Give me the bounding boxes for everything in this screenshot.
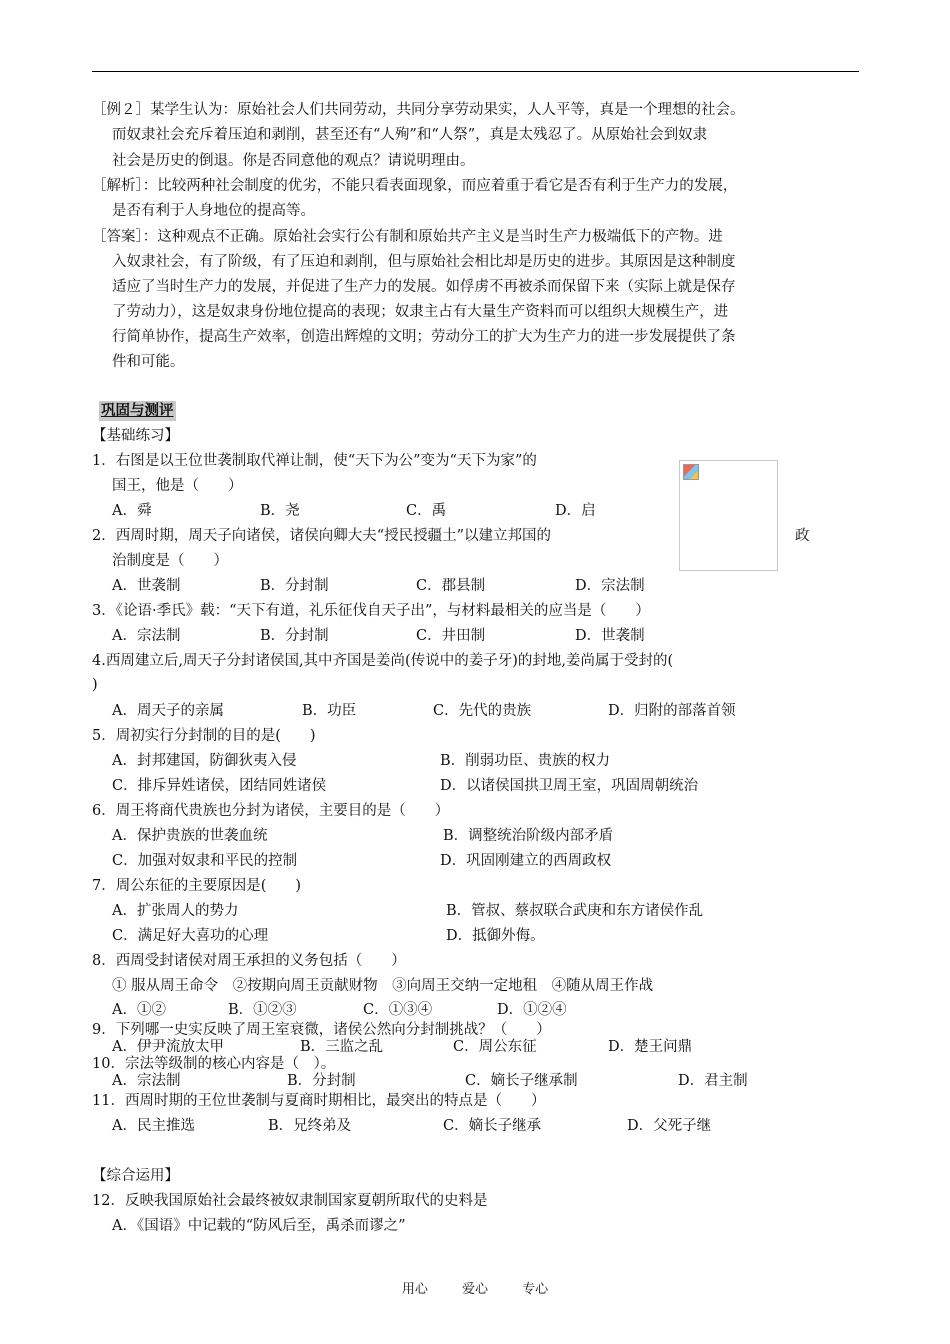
q7-option-c: C．满足好大喜功的心理 — [112, 928, 269, 944]
q10-stem: 10．宗法等级制的核心内容是（ ）。 — [92, 1056, 336, 1072]
q8-option-b: B．①②③ — [228, 1002, 297, 1018]
q2-stem-tail: 政 — [795, 528, 810, 544]
answer-line-6: 件和可能。 — [112, 354, 185, 370]
q6-option-c: C．加强对奴隶和平民的控制 — [112, 853, 298, 869]
q2-stem: 2．西周时期，周天子向诸侯，诸侯向卿大夫“授民授疆土”以建立邦国的 — [92, 528, 552, 544]
answer-line-3: 适应了当时生产力的发展，并促进了生产力的发展。如俘虏不再被杀而保留下来（实际上就是保存 — [112, 279, 736, 295]
q5-option-b: B．削弱功臣、贵族的权力 — [440, 753, 611, 769]
q6-option-a: A．保护贵族的世袭血统 — [112, 828, 268, 844]
q12-stem: 12．反映我国原始社会最终被奴隶制国家夏朝所取代的史料是 — [92, 1193, 488, 1209]
q6-option-b: B．调整统治阶级内部矛盾 — [443, 828, 614, 844]
q3-option-a: A．宗法制 — [112, 628, 181, 644]
q1-option-b: B．尧 — [260, 503, 300, 519]
q11-option-a: A．民主推选 — [112, 1118, 195, 1134]
q4-stem-2: ) — [92, 677, 98, 693]
q4-option-a: A．周天子的亲属 — [112, 703, 224, 719]
q1-option-a: A．舜 — [112, 503, 152, 519]
answer-line-1: ［答案］：这种观点不正确。原始社会实行公有制和原始共产主义是当时生产力极端低下的产物。进 — [92, 229, 723, 245]
q8-option-c: C．①③④ — [363, 1002, 433, 1018]
q1-stem-2: 国王，他是（ ） — [112, 478, 243, 494]
q6-option-d: D．巩固刚建立的西周政权 — [440, 853, 612, 869]
q4-option-b: B．功臣 — [302, 703, 357, 719]
q2-option-a: A．世袭制 — [112, 578, 181, 594]
q4-stem: 4.西周建立后,周天子分封诸侯国,其中齐国是姜尚(传说中的姜子牙)的封地,姜尚属于受封的( — [92, 653, 674, 669]
q5-option-a: A．封邦建国，防御狄夷入侵 — [112, 753, 297, 769]
example-line-1: ［例２］某学生认为：原始社会人们共同劳动，共同分享劳动果实，人人平等，真是一个理想的社会。 — [92, 102, 745, 118]
q2-option-c: C．郡县制 — [416, 578, 486, 594]
footer-text-1: 用心 — [401, 1282, 428, 1297]
q9-option-c: C．周公东征 — [453, 1039, 537, 1055]
q11-stem: 11．西周时期的王位世袭制与夏商时期相比，最突出的特点是（ ） — [92, 1093, 546, 1109]
q8-items: ① 服从周王命令 ②按期向周王贡献财物 ③向周王交纳一定地租 ④随从周王作战 — [112, 978, 654, 994]
q10-option-d: D．君主制 — [678, 1073, 748, 1089]
broken-image-icon — [683, 464, 699, 480]
footer-text-3: 专心 — [522, 1282, 549, 1297]
q8-stem: 8．西周受封诸侯对周王承担的义务包括（ ） — [92, 953, 406, 969]
q4-option-d: D．归附的部落首领 — [608, 703, 736, 719]
figure-image — [679, 460, 778, 571]
footer-text-2: 爱心 — [461, 1282, 488, 1297]
q9-option-d: D．楚王问鼎 — [608, 1039, 693, 1055]
q12-option-a: A．《国语》中记载的“防风后至，禹杀而谬之” — [112, 1218, 406, 1234]
q3-option-b: B．分封制 — [260, 628, 329, 644]
q4-option-c: C．先代的贵族 — [433, 703, 532, 719]
q11-option-d: D．父死子继 — [627, 1118, 712, 1134]
q7-option-d: D．抵御外侮。 — [446, 928, 545, 944]
answer-line-2: 入奴隶社会，有了阶级，有了压迫和剥削，但与原始社会相比却是历史的进步。其原因是这种制度 — [112, 254, 736, 270]
q5-stem: 5．周初实行分封制的目的是( ) — [92, 728, 316, 744]
answer-line-5: 行简单协作，提高生产效率，创造出辉煌的文明；劳动分工的扩大为生产力的进一步发展提供了条 — [112, 329, 736, 345]
answer-line-4: 了劳动力），这是奴隶身份地位提高的表现；奴隶主占有大量生产资料而可以组织大规模生产，进 — [112, 304, 729, 320]
analysis-line-2: 是否有利于人身地位的提高等。 — [112, 203, 315, 219]
q1-option-d: D．启 — [555, 503, 596, 519]
q9-option-b: B．三监之乱 — [300, 1039, 384, 1055]
q1-stem: 1．右图是以王位世袭制取代禅让制，使“天下为公”变为“天下为家”的 — [92, 453, 537, 469]
q9-option-a: A．伊尹流放太甲 — [112, 1039, 224, 1055]
q8-option-a: A．①② — [112, 1002, 166, 1018]
q5-option-d: D．以诸侯国拱卫周王室，巩固周朝统治 — [440, 778, 699, 794]
example-line-3: 社会是历史的倒退。你是否同意他的观点？请说明理由。 — [112, 153, 475, 169]
q2-option-b: B．分封制 — [260, 578, 329, 594]
q2-option-d: D．宗法制 — [575, 578, 645, 594]
q5-option-c: C．排斥异姓诸侯，团结同姓诸侯 — [112, 778, 327, 794]
q6-stem: 6．周王将商代贵族也分封为诸侯，主要目的是（ ） — [92, 803, 450, 819]
q10-option-a: A．宗法制 — [112, 1073, 181, 1089]
q9-stem: 9．下列哪一史实反映了周王室衰微，诸侯公然向分封制挑战？（ ） — [92, 1022, 551, 1038]
q11-option-c: C．嫡长子继承 — [443, 1118, 542, 1134]
q8-option-d: D．①②④ — [497, 1002, 567, 1018]
analysis-line-1: ［解析］：比较两种社会制度的优劣，不能只看表面现象，而应着重于看它是否有利于生产力的发展， — [92, 178, 738, 194]
q3-stem: 3．《论语·季氏》载：“天下有道，礼乐征伐自天子出”，与材料最相关的应当是（ ） — [92, 603, 650, 619]
basic-heading: 【基础练习】 — [92, 428, 179, 444]
q10-option-c: C．嫡长子继承制 — [465, 1073, 578, 1089]
q11-option-b: B．兄终弟及 — [268, 1118, 352, 1134]
q3-option-c: C．井田制 — [416, 628, 486, 644]
q3-option-d: D．世袭制 — [575, 628, 645, 644]
q7-option-a: A．扩张周人的势力 — [112, 903, 239, 919]
header-rule — [92, 71, 859, 72]
page-footer — [0, 1278, 950, 1297]
q2-stem-2: 治制度是（ ） — [112, 553, 228, 569]
q7-stem: 7．周公东征的主要原因是( ) — [92, 878, 302, 894]
example-line-2: 而奴隶社会充斥着压迫和剥削，甚至还有“人殉”和“人祭”，真是太残忍了。从原始社会到奴隶 — [112, 127, 708, 143]
q7-option-b: B．管叔、蔡叔联合武庚和东方诸侯作乱 — [446, 903, 704, 919]
q10-option-b: B．分封制 — [287, 1073, 356, 1089]
section-title: 巩固与测评 — [101, 402, 174, 419]
q1-option-c: C．禹 — [406, 503, 447, 519]
applied-heading: 【综合运用】 — [92, 1168, 179, 1184]
